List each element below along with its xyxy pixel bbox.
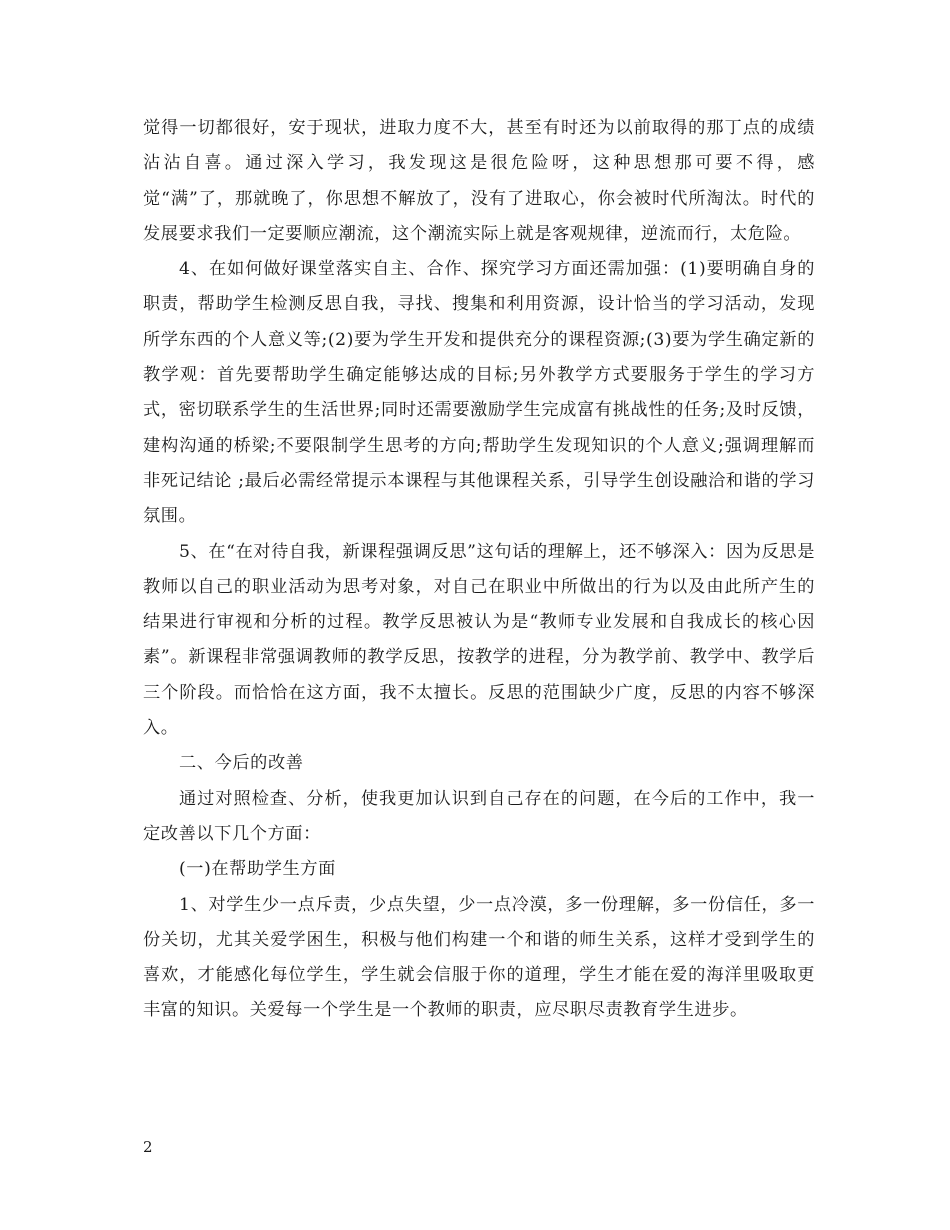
paragraph-7: 1、对学生少一点斥责，少点失望，少一点冷漠，多一份理解，多一份信任，多一份关切，尤其关爱学困生，积极与他们构建一个和谐的师生关系，这样才受到学生的喜欢，才能感化每位学生，学生就会信服于你的道理，学生才能在爱的海洋里吸取更丰富的知识。关爱每一个学生是一个教师的职责，应尽职尽责教育学生进步。 (143, 894, 815, 1021)
subsection-heading: (一)在帮助学生方面 (179, 859, 336, 880)
section-heading: 二、今后的改善 (179, 753, 304, 774)
paragraph-3: 5、在“在对待自我，新课程强调反思”这句话的理解上，还不够深入：因为反思是教师以自己的职业活动为思考对象，对自己在职业中所做出的行为以及由此所产生的结果进行审视和分析的过程。教学反思被认为是“教师专业发展和自我成长的核心因素”。新课程非常强调教师的教学反思，按教学的进程，分为教学前、教学中、教学后三个阶段。而恰恰在这方面，我不太擅长。反思的范围缺少广度，反思的内容不够深入。 (143, 541, 815, 739)
document-body (143, 111, 815, 1029)
paragraph-5: 通过对照检查、分析，使我更加认识到自己存在的问题，在今后的工作中，我一定改善以下几个方面： (143, 788, 815, 844)
page-number: 2 (143, 1138, 153, 1156)
paragraph-1: 觉得一切都很好，安于现状，进取力度不大，甚至有时还为以前取得的那丁点的成绩沾沾自喜。通过深入学习，我发现这是很危险呀，这种思想那可要不得，感觉“满”了，那就晚了，你思想不解放了，没有了进取心，你会被时代所淘汰。时代的发展要求我们一定要顺应潮流，这个潮流实际上就是客观规律，逆流而行，太危险。 (143, 118, 815, 244)
paragraph-2: 4、在如何做好课堂落实自主、合作、探究学习方面还需加强：(1)要明确自身的职责，帮助学生检测反思自我，寻找、搜集和利用资源，设计恰当的学习活动，发现所学东西的个人意义等;(2)要为学生开发和提供充分的课程资源;(3)要为学生确定新的教学观：首先要帮助学生确定能够达成的目标;另外教学方式要服务于学生的学习方式，密切联系学生的生活世界;同时还需要激励学生完成富有挑战性的任务;及时反馈，建构沟通的桥梁;不要限制学生思考的方向;帮助学生发现知识的个人意义;强调理解而非死记结论 ;最后必需经常提示本课程与其他课程关系，引导学生创设融洽和谐的学习氛围。 (143, 259, 815, 527)
